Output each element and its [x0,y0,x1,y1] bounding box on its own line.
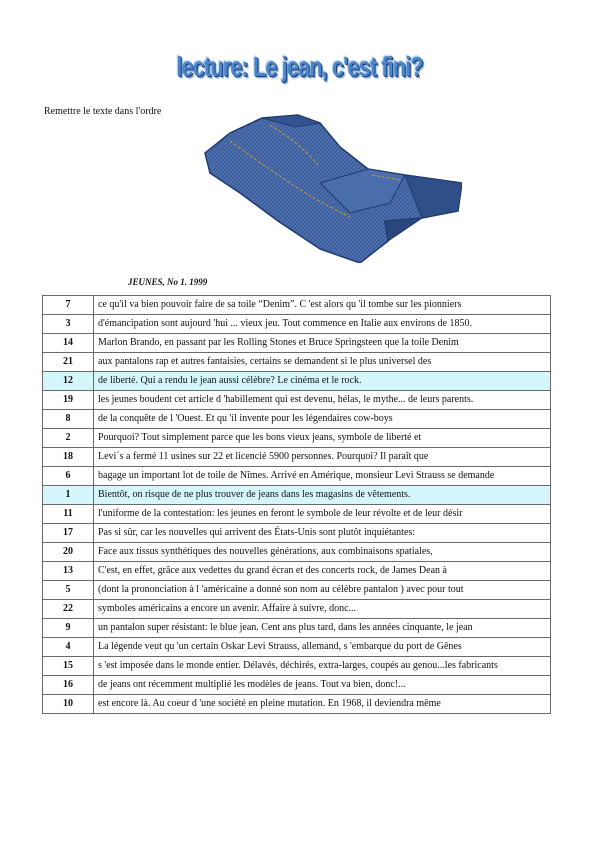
table-row [43,581,551,600]
row-text: les jeunes boudent cet article d 'habillement qui est devenu, hélas, le mythe... de leurs parents. [94,391,551,410]
instruction-text: Remettre le texte dans l'ordre [44,106,162,117]
row-text: symboles américains a encore un avenir. Affaire à suivre, donc... [94,600,551,619]
row-number: 11 [43,505,94,524]
row-number: 6 [43,467,94,486]
table-row [43,486,551,505]
row-text: Marlon Brando, en passant par les Rolling Stones et Bruce Springsteen que la toile Denim [94,334,551,353]
row-number: 3 [43,315,94,334]
table-row [43,353,551,372]
row-text: La légende veut qu 'un certain Oskar Levi Strauss, allemand, s 'embarque du port de Gênes [94,638,551,657]
table-row [43,676,551,695]
table-row [43,695,551,714]
row-text: C'est, en effet, grâce aux vedettes du grand écran et des concerts rock, de James Dean à [94,562,551,581]
row-number: 21 [43,353,94,372]
row-number: 17 [43,524,94,543]
row-number: 8 [43,410,94,429]
table-row [43,505,551,524]
row-number: 4 [43,638,94,657]
row-text: un pantalon super résistant: le blue jean. Cent ans plus tard, dans les années cinquante, le jean [94,619,551,638]
table-row [43,410,551,429]
row-text: Levi´s a fermé 11 usines sur 22 et licencié 5900 personnes. Pourquoi? Il paraît que [94,448,551,467]
row-text: Face aux tissus synthétiques des nouvelles générations, aux combinaisons spatiales, [94,543,551,562]
row-number: 5 [43,581,94,600]
table-row [43,429,551,448]
table-row [43,315,551,334]
table-row [43,600,551,619]
row-number: 16 [43,676,94,695]
row-text: l'uniforme de la contestation: les jeunes en feront le symbole de leur révolte et de leur désir [94,505,551,524]
row-text: aux pantalons rap et autres fantaisies, certains se demandent si le plus universel des [94,353,551,372]
row-text: (dont la prononciation à l 'américaine a donné son nom au célèbre pantalon ) avec pour tout [94,581,551,600]
source-citation: JEUNES, No 1. 1999 [128,277,208,287]
row-number: 22 [43,600,94,619]
table-row [43,296,551,315]
row-text: est encore là. Au coeur d 'une société en pleine mutation. En 1968, il deviendra même [94,695,551,714]
row-text: s 'est imposée dans le monde entier. Délavés, déchirés, extra-larges, coupés au genou...les fabricants [94,657,551,676]
row-number: 12 [43,372,94,391]
table-row [43,638,551,657]
table-row [43,448,551,467]
row-number: 14 [43,334,94,353]
row-number: 10 [43,695,94,714]
jeans-image [200,113,462,263]
table-row [43,524,551,543]
row-number: 7 [43,296,94,315]
sentences-table [42,295,551,714]
row-number: 2 [43,429,94,448]
row-number: 9 [43,619,94,638]
row-number: 19 [43,391,94,410]
row-number: 18 [43,448,94,467]
row-number: 15 [43,657,94,676]
table-row [43,543,551,562]
table-row [43,391,551,410]
row-text: ce qu'il va bien pouvoir faire de sa toile “Denim”. C 'est alors qu 'il tombe sur les pionniers [94,296,551,315]
row-number: 13 [43,562,94,581]
table-row [43,372,551,391]
row-text: Pourquoi? Tout simplement parce que les bons vieux jeans, symbole de liberté et [94,429,551,448]
row-text: de liberté. Qui a rendu le jean aussi célèbre? Le cinéma et le rock. [94,372,551,391]
row-text: Bientôt, on risque de ne plus trouver de jeans dans les magasins de vêtements. [94,486,551,505]
row-text: d'émancipation sont aujourd 'hui ... vieux jeu. Tout commence en Italie aux environs de 1850. [94,315,551,334]
row-text: de jeans ont récemment multiplié les modèles de jeans. Tout va bien, donc!... [94,676,551,695]
row-number: 1 [43,486,94,505]
table-row [43,334,551,353]
page-title: lecture: Le jean, c'est fini? [176,50,423,82]
row-text: de la conquête de l 'Ouest. Et qu 'il invente pour les légendaires cow-boys [94,410,551,429]
row-text: bagage un important lot de toile de Nîmes. Arrivé en Amérique, monsieur Levi Strauss se demande [94,467,551,486]
row-number: 20 [43,543,94,562]
table-row [43,562,551,581]
table-row [43,467,551,486]
table-row [43,619,551,638]
row-text: Pas si sûr, car les nouvelles qui arrivent des États-Unis sont plutôt inquiétantes: [94,524,551,543]
table-row [43,657,551,676]
